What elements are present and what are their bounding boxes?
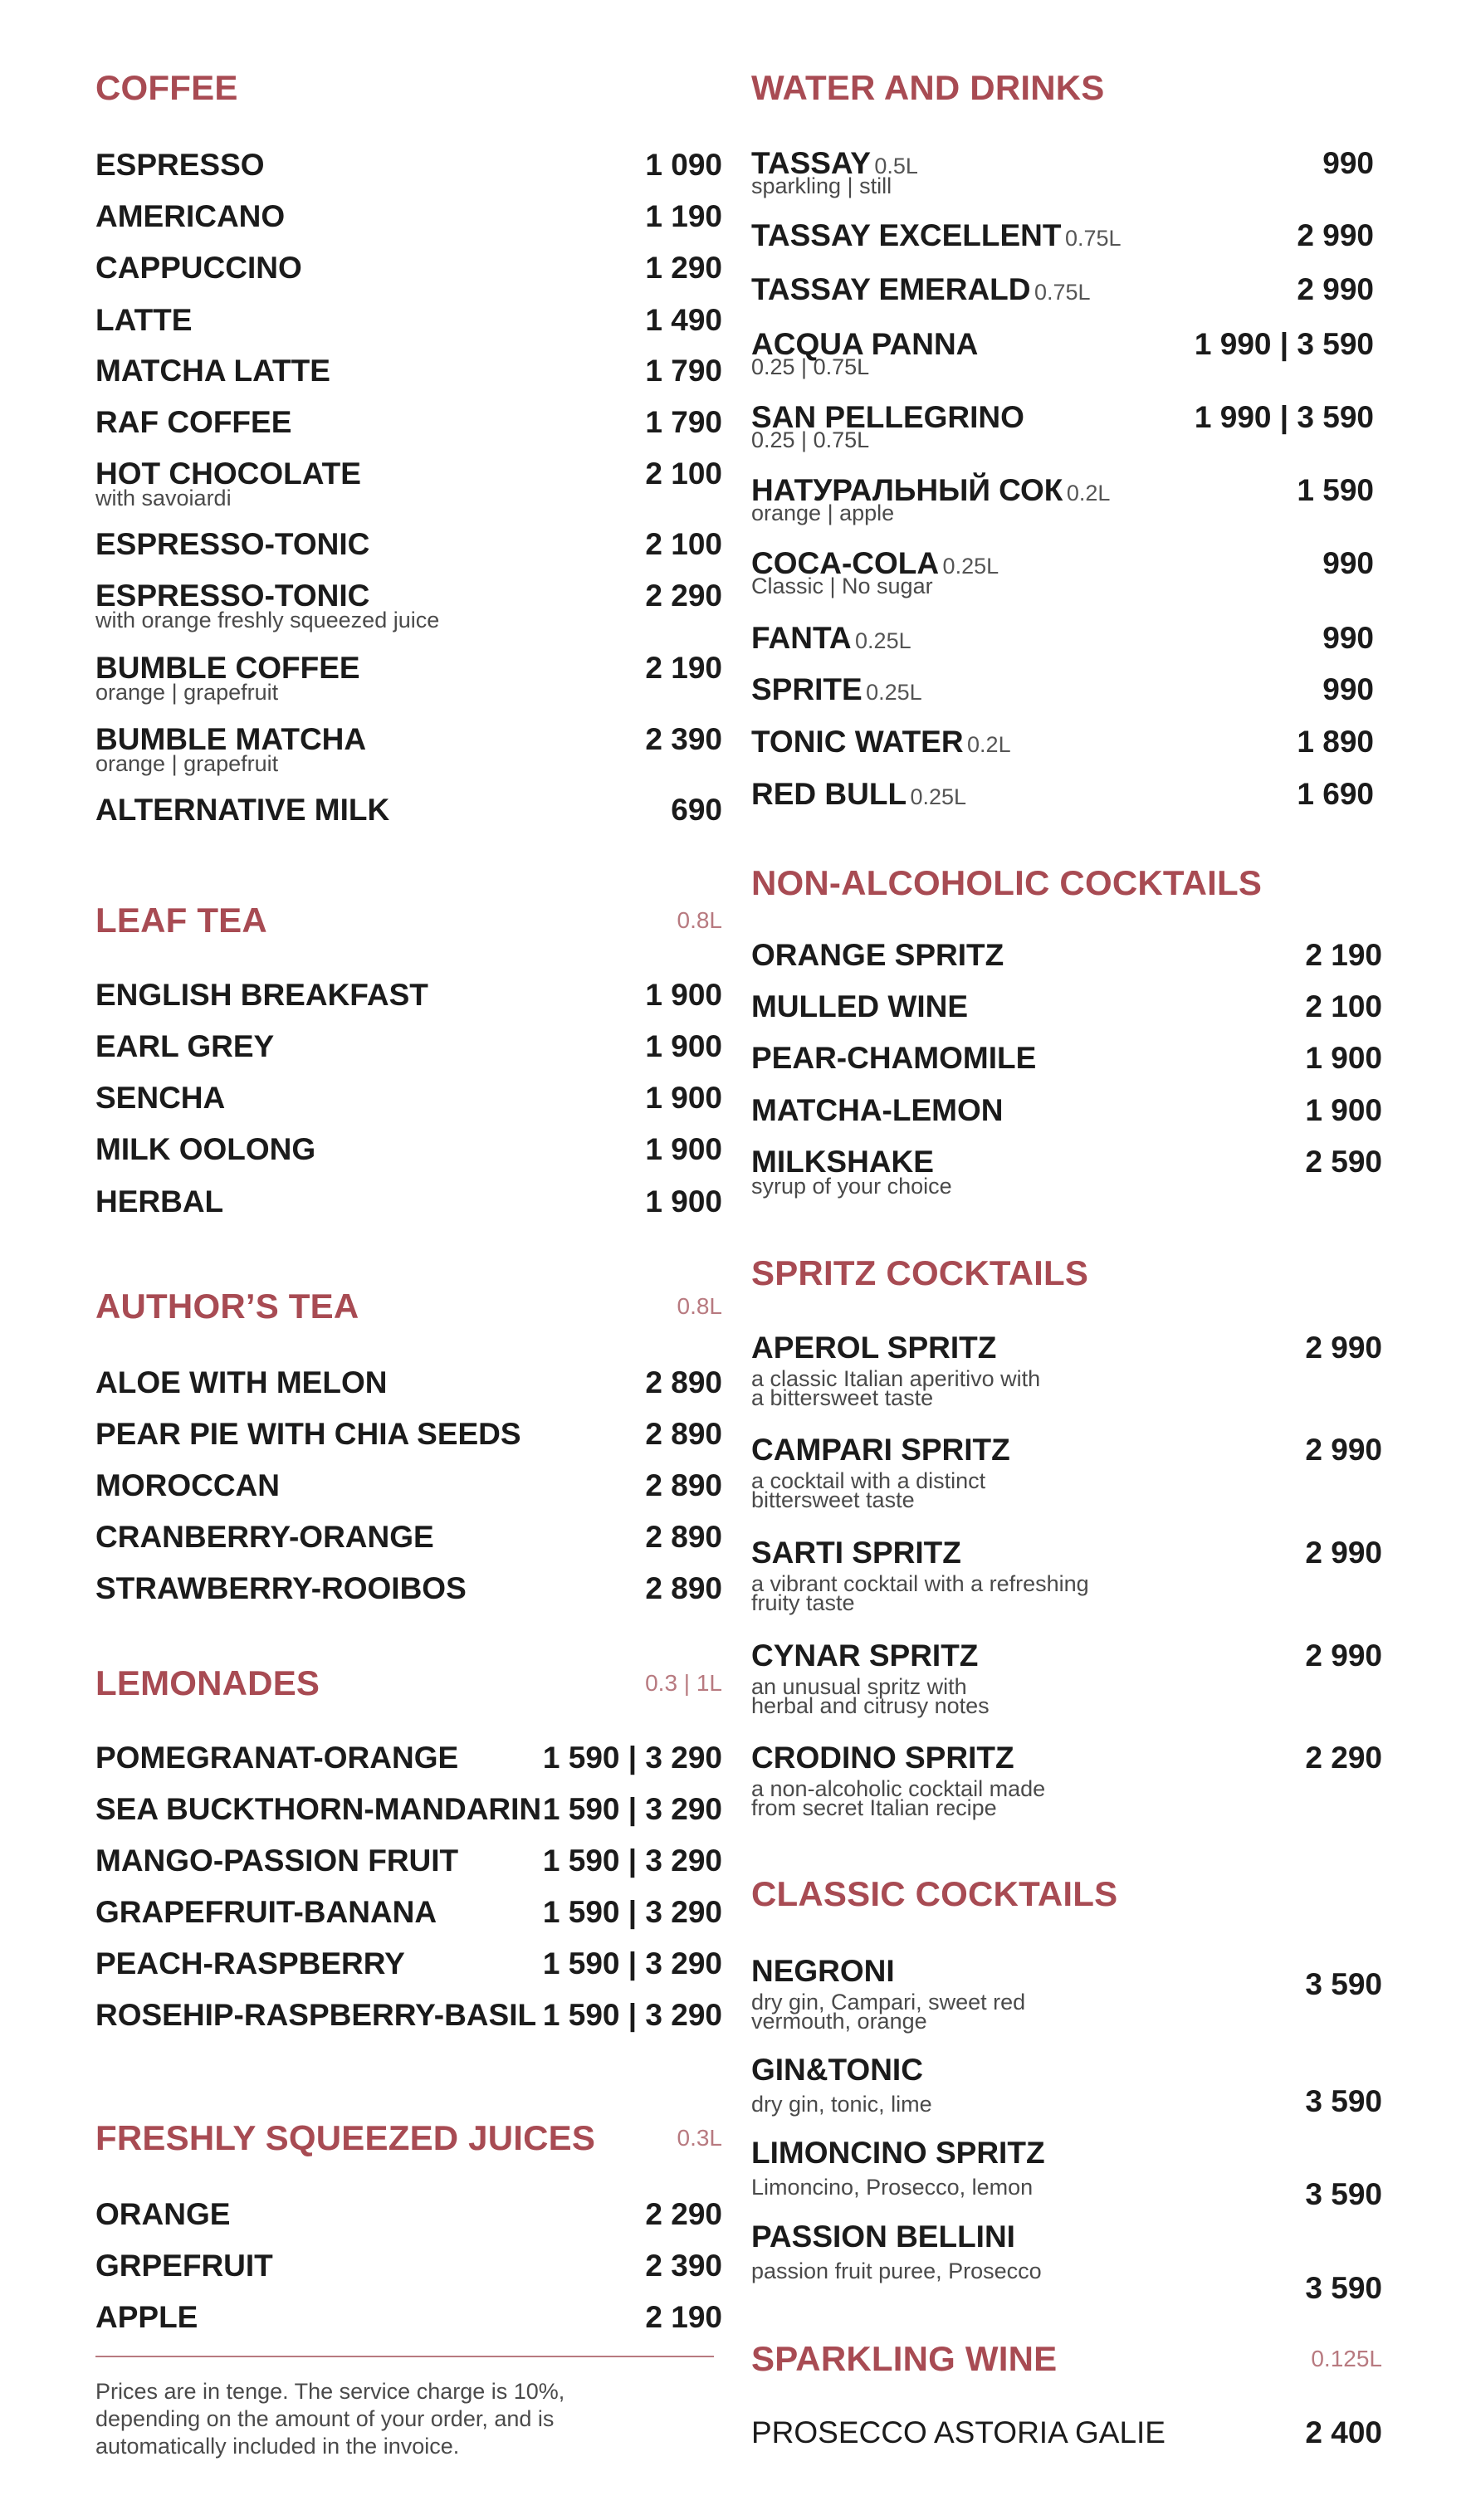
item-name: SPRITE (751, 672, 863, 706)
item-description: with orange freshly squeezed juice (95, 608, 440, 632)
item-price: 2 100 (1305, 989, 1382, 1023)
item-name: PEACH-RASPBERRY (95, 1946, 405, 1980)
item-price: 1 590 | 3 290 (542, 1741, 722, 1775)
item-name: EARL GREY (95, 1029, 275, 1063)
item-name: ACQUA PANNA (751, 327, 979, 361)
item-name: POMEGRANAT-ORANGE (95, 1741, 459, 1775)
item-price: 1 090 (645, 148, 722, 182)
item-price: 1 690 (1297, 777, 1374, 811)
item-price: 1 900 (645, 1081, 722, 1115)
item-description: dry gin, tonic, lime (751, 2092, 932, 2117)
item-name: PASSION BELLINI (751, 2220, 1015, 2254)
item-name: COCA-COLA (751, 546, 940, 580)
item-name: GIN&TONIC (751, 2053, 923, 2087)
item-price: 3 590 (1305, 2271, 1382, 2305)
item-name: ESPRESSO-TONIC (95, 527, 370, 561)
item-name: PROSECCO ASTORIA GALIE (751, 2415, 1166, 2449)
section-header (95, 1663, 722, 1713)
item-volume: 0.25L (866, 680, 922, 705)
item-name: TONIC WATER (751, 725, 964, 759)
section-header (751, 2339, 1382, 2389)
item-name: AMERICANO (95, 199, 286, 233)
section-header (95, 1287, 722, 1336)
section-header (95, 901, 722, 950)
item-description: a cocktail with a distinct (751, 1468, 986, 1493)
item-price: 990 (1322, 672, 1374, 706)
item-name: BUMBLE COFFEE (95, 651, 360, 685)
section-header (751, 68, 1382, 118)
item-price: 2 890 (645, 1468, 722, 1502)
item-volume: 0.25L (942, 554, 999, 579)
item-description: orange | apple (751, 501, 895, 525)
item-name: GRPEFRUIT (95, 2249, 273, 2283)
item-price: 990 (1322, 546, 1374, 580)
item-price: 1 190 (645, 199, 722, 233)
item-description: with savoiardi (95, 486, 232, 510)
item-price: 990 (1322, 621, 1374, 655)
item-name: MANGO-PASSION FRUIT (95, 1844, 459, 1878)
item-description: dry gin, Campari, sweet red (751, 1990, 1026, 2015)
item-name: APPLE (95, 2300, 198, 2334)
item-volume: 0.5L (874, 154, 918, 178)
section-header (95, 68, 722, 118)
item-name: ORANGE (95, 2197, 231, 2231)
item-name: CAPPUCCINO (95, 251, 302, 285)
item-volume: 0.2L (967, 732, 1011, 757)
item-price: 3 590 (1305, 1967, 1382, 2001)
item-name: ESPRESSO (95, 148, 265, 182)
item-description: Classic | No sugar (751, 574, 933, 598)
section-title: LEAF TEA (95, 901, 267, 940)
item-price: 1 590 | 3 290 (542, 1792, 722, 1826)
item-name: PEAR PIE WITH CHIA SEEDS (95, 1417, 521, 1451)
service-charge-note: Prices are in tenge. The service charge is 10%, depending on the amount of your order, and is automatically included in the invoice. (95, 2379, 565, 2459)
section-volume: 0.8L (677, 1293, 722, 1319)
section-header (751, 863, 1382, 913)
item-name: ENGLISH BREAKFAST (95, 978, 428, 1012)
item-name: MILK OOLONG (95, 1132, 316, 1166)
section-title: NON-ALCOHOLIC COCKTAILS (751, 863, 1263, 902)
item-price: 2 990 (1297, 272, 1374, 306)
item-name: SEA BUCKTHORN-MANDARIN (95, 1792, 542, 1826)
item-price: 2 290 (645, 579, 722, 613)
item-price: 2 890 (645, 1571, 722, 1605)
item-volume: 0.25L (910, 784, 967, 809)
item-price: 1 900 (645, 1029, 722, 1063)
item-price: 2 990 (1305, 1433, 1382, 1467)
item-price: 2 590 (1305, 1145, 1382, 1179)
item-description: orange | grapefruit (95, 680, 279, 705)
item-name: GRAPEFRUIT-BANANA (95, 1895, 437, 1929)
section-title: COFFEE (95, 68, 238, 107)
item-price: 990 (1322, 146, 1374, 180)
item-price: 2 990 (1305, 1331, 1382, 1365)
item-description: fruity taste (751, 1590, 855, 1615)
item-name: RED BULL (751, 777, 907, 811)
item-name: FANTA (751, 621, 852, 655)
section-title: SPARKLING WINE (751, 2339, 1058, 2378)
item-price: 1 900 (645, 1184, 722, 1218)
section-title: AUTHOR’S TEA (95, 1287, 359, 1326)
item-name: LIMONCINO SPRITZ (751, 2136, 1045, 2170)
item-price: 2 990 (1305, 1638, 1382, 1673)
item-name: ORANGE SPRITZ (751, 938, 1004, 972)
item-price: 2 990 (1297, 218, 1374, 252)
section-title: FRESHLY SQUEEZED JUICES (95, 2118, 596, 2157)
section-title: SPRITZ COCKTAILS (751, 1253, 1089, 1292)
item-price: 1 990 | 3 590 (1194, 327, 1374, 361)
item-name: CAMPARI SPRITZ (751, 1433, 1010, 1467)
item-name: MILKSHAKE (751, 1145, 934, 1179)
item-description: Limoncino, Prosecco, lemon (751, 2175, 1034, 2200)
item-price: 1 900 (1305, 1093, 1382, 1127)
item-volume: 0.25L (855, 628, 911, 653)
item-description: vermouth, orange (751, 2009, 927, 2034)
item-name: CRODINO SPRITZ (751, 1741, 1014, 1775)
item-price: 1 990 | 3 590 (1194, 400, 1374, 434)
item-name: SARTI SPRITZ (751, 1536, 961, 1570)
item-name: BUMBLE MATCHA (95, 722, 367, 756)
item-description: from secret Italian recipe (751, 1795, 997, 1820)
item-price: 2 100 (645, 527, 722, 561)
item-volume: 0.75L (1064, 226, 1122, 251)
item-price: 2 290 (1305, 1741, 1382, 1775)
item-price: 2 190 (645, 2300, 722, 2334)
section-title: CLASSIC COCKTAILS (751, 1874, 1118, 1913)
item-name: MOROCCAN (95, 1468, 280, 1502)
item-name: НАТУРАЛЬНЫЙ СОК (751, 473, 1063, 507)
item-name: SENCHA (95, 1081, 226, 1115)
item-name: APEROL SPRITZ (751, 1331, 997, 1365)
item-price: 2 400 (1305, 2415, 1382, 2449)
item-name: MULLED WINE (751, 989, 969, 1023)
item-price: 2 100 (645, 457, 722, 491)
section-title: LEMONADES (95, 1663, 320, 1702)
section-volume: 0.3 | 1L (645, 1670, 722, 1696)
item-name: CYNAR SPRITZ (751, 1638, 979, 1673)
item-name: TASSAY EMERALD (751, 272, 1031, 306)
item-description: herbal and citrusy notes (751, 1693, 990, 1718)
item-name: NEGRONI (751, 1954, 895, 1988)
item-name: TASSAY (751, 146, 871, 180)
item-price: 2 390 (645, 722, 722, 756)
item-description: 0.25 | 0.75L (751, 354, 870, 379)
item-name: ALTERNATIVE MILK (95, 793, 390, 827)
item-price: 1 890 (1297, 725, 1374, 759)
item-price: 2 290 (645, 2197, 722, 2231)
item-price: 1 590 | 3 290 (542, 1895, 722, 1929)
item-description: orange | grapefruit (95, 751, 279, 776)
item-name: PEAR-CHAMOMILE (751, 1041, 1037, 1075)
section-volume: 0.8L (677, 907, 722, 933)
item-name: HERBAL (95, 1184, 224, 1218)
item-name: MATCHA LATTE (95, 354, 330, 388)
section-header (95, 2118, 722, 2168)
item-price: 1 490 (645, 303, 722, 337)
item-name: TASSAY EXCELLENT (751, 218, 1062, 252)
item-price: 1 290 (645, 251, 722, 285)
item-name: HOT CHOCOLATE (95, 457, 361, 491)
item-description: a bittersweet taste (751, 1385, 934, 1410)
item-price: 2 990 (1305, 1536, 1382, 1570)
item-name: SAN PELLEGRINO (751, 400, 1024, 434)
section-volume: 0.125L (1311, 2346, 1382, 2371)
item-price: 1 900 (645, 978, 722, 1012)
item-name: ALOE WITH MELON (95, 1365, 388, 1399)
item-price: 2 190 (645, 651, 722, 685)
item-name: STRAWBERRY-ROOIBOS (95, 1571, 467, 1605)
section-volume: 0.3L (677, 2125, 722, 2151)
item-name: ROSEHIP-RASPBERRY-BASIL (95, 1998, 537, 2032)
item-name: MATCHA-LEMON (751, 1093, 1004, 1127)
item-description: syrup of your choice (751, 1174, 952, 1199)
item-price: 1 590 | 3 290 (542, 1946, 722, 1980)
item-price: 1 590 | 3 290 (542, 1998, 722, 2032)
item-price: 2 890 (645, 1417, 722, 1451)
item-description: sparkling | still (751, 173, 892, 198)
section-header (751, 1874, 1382, 1924)
item-price: 690 (671, 793, 722, 827)
item-price: 2 890 (645, 1520, 722, 1554)
item-price: 3 590 (1305, 2084, 1382, 2118)
item-price: 3 590 (1305, 2177, 1382, 2211)
item-name: RAF COFFEE (95, 405, 292, 439)
item-price: 1 790 (645, 354, 722, 388)
item-price: 2 890 (645, 1365, 722, 1399)
item-name: LATTE (95, 303, 193, 337)
item-description: 0.25 | 0.75L (751, 427, 870, 452)
footer-divider (95, 2356, 714, 2357)
section-header (751, 1253, 1382, 1303)
item-description: bittersweet taste (751, 1487, 915, 1512)
item-price: 2 190 (1305, 938, 1382, 972)
item-price: 1 590 (1297, 473, 1374, 507)
item-price: 1 790 (645, 405, 722, 439)
item-description: a classic Italian aperitivo with (751, 1366, 1041, 1391)
item-name: ESPRESSO-TONIC (95, 579, 370, 613)
item-price: 2 390 (645, 2249, 722, 2283)
item-volume: 0.75L (1034, 280, 1091, 305)
item-price: 1 590 | 3 290 (542, 1844, 722, 1878)
item-description: a vibrant cocktail with a refreshing (751, 1571, 1089, 1596)
item-price: 1 900 (1305, 1041, 1382, 1075)
item-description: passion fruit puree, Prosecco (751, 2259, 1042, 2283)
item-description: a non-alcoholic cocktail made (751, 1776, 1046, 1801)
item-name: CRANBERRY-ORANGE (95, 1520, 434, 1554)
section-title: WATER AND DRINKS (751, 68, 1105, 107)
item-description: an unusual spritz with (751, 1674, 967, 1699)
item-price: 1 900 (645, 1132, 722, 1166)
item-volume: 0.2L (1066, 481, 1111, 505)
